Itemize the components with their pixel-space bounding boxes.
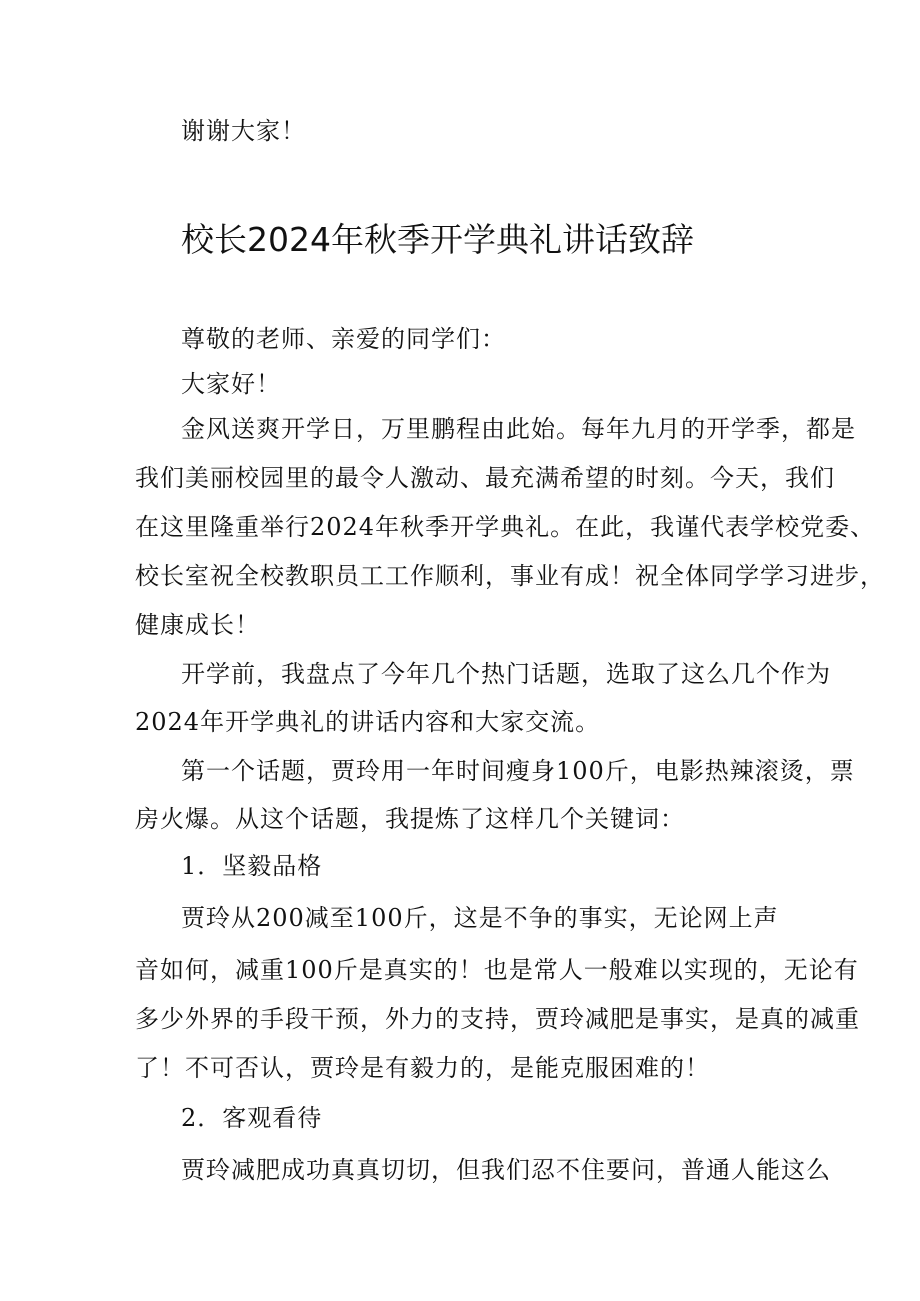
paragraph-1-line-5: 健康成长！ (135, 611, 260, 639)
paragraph-3-line-2: 房火爆。从这个话题，我提炼了这样几个关键词： (135, 805, 685, 833)
section-heading-2: 2．客观看待 (181, 1104, 323, 1132)
greeting: 大家好！ (181, 370, 281, 398)
paragraph-4-line-1: 贾玲从200减至100斤，这是不争的事实，无论网上声 (181, 904, 779, 932)
paragraph-3-line-1: 第一个话题，贾玲用一年时间瘦身100斤，电影热辣滚烫，票 (181, 757, 855, 785)
paragraph-1-line-4: 校长室祝全校教职员工工作顺利，事业有成！祝全体同学学习进步， (135, 562, 885, 590)
paragraph-1-line-2: 我们美丽校园里的最令人激动、最充满希望的时刻。今天，我们 (135, 464, 835, 492)
paragraph-1-line-3: 在这里隆重举行2024年秋季开学典礼。在此，我谨代表学校党委、 (135, 513, 876, 541)
document-title: 校长2024年秋季开学典礼讲话致辞 (181, 220, 694, 259)
paragraph-4-line-3: 多少外界的手段干预，外力的支持，贾玲减肥是事实，是真的减重 (135, 1005, 860, 1033)
paragraph-4-line-4: 了！不可否认，贾玲是有毅力的，是能克服困难的！ (135, 1054, 710, 1082)
paragraph-1-line-1: 金风送爽开学日，万里鹏程由此始。每年九月的开学季，都是 (181, 415, 856, 443)
paragraph-2-line-2: 2024年开学典礼的讲话内容和大家交流。 (135, 708, 601, 736)
paragraph-4-line-2: 音如何，减重100斤是真实的！也是常人一般难以实现的，无论有 (135, 956, 859, 984)
closing-line: 谢谢大家！ (181, 117, 306, 145)
salutation: 尊敬的老师、亲爱的同学们： (181, 325, 506, 353)
paragraph-2-line-1: 开学前，我盘点了今年几个热门话题，选取了这么几个作为 (181, 660, 831, 688)
paragraph-5-line-1: 贾玲减肥成功真真切切，但我们忍不住要问，普通人能这么 (181, 1156, 831, 1184)
section-heading-1: 1．坚毅品格 (181, 852, 323, 880)
